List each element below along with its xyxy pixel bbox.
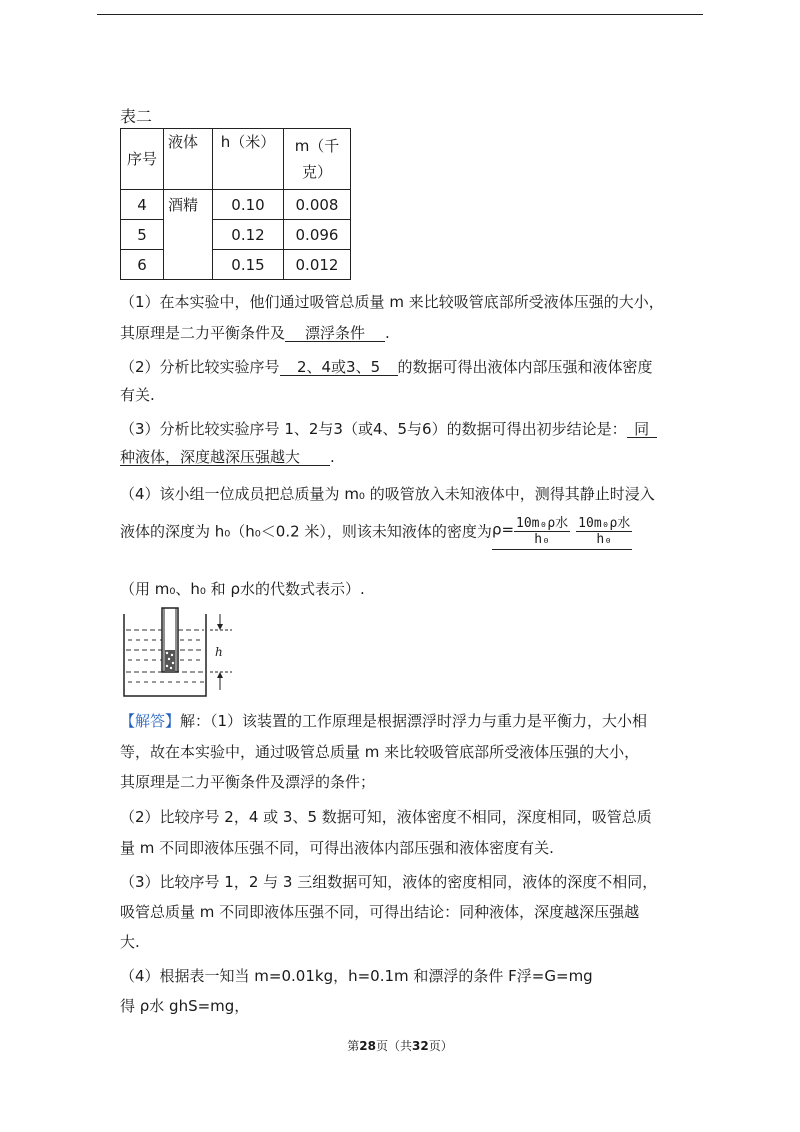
footer-text: 第 bbox=[347, 1039, 360, 1053]
cell-id: 6 bbox=[121, 250, 164, 280]
q1-line2 bbox=[120, 322, 390, 343]
density-fraction bbox=[514, 512, 570, 547]
cell-h: 0.10 bbox=[213, 190, 284, 220]
cell-m: 0.008 bbox=[284, 190, 351, 220]
q4-line2 bbox=[120, 512, 632, 550]
footer-text: 页） bbox=[428, 1039, 453, 1053]
table-row bbox=[121, 220, 351, 250]
page-footer bbox=[0, 1037, 800, 1054]
q1-period: . bbox=[385, 324, 390, 342]
data-table bbox=[120, 128, 351, 280]
solution-p3-line1: （3）比较序号 1，2 与 3 三组数据可知，液体的密度相同，液体的深度不相同， bbox=[120, 873, 658, 891]
fraction-numerator: 10m₀ρ水 bbox=[576, 512, 632, 532]
rho-equals: ρ= bbox=[491, 520, 515, 539]
fraction-denominator: h₀ bbox=[596, 532, 613, 547]
q2-answer: 2、4或3、5 bbox=[280, 359, 398, 376]
table-row bbox=[121, 190, 351, 220]
q4-text: 液体的深度为 h₀（h₀＜0.2 米），则该未知液体的密度为 bbox=[120, 522, 492, 541]
q4-line3: （用 m₀、h₀ 和 ρ水的代数式表示）. bbox=[120, 580, 365, 598]
header-cell-h: h（米） bbox=[213, 129, 284, 190]
q2-line1 bbox=[120, 356, 653, 377]
footer-text: 页（共 bbox=[375, 1039, 412, 1053]
cell-h: 0.15 bbox=[213, 250, 284, 280]
solution-p2-line2: 量 m 不同即液体压强不同，可得出液体内部压强和液体密度有关. bbox=[120, 839, 554, 857]
cell-m: 0.096 bbox=[284, 220, 351, 250]
density-fraction bbox=[576, 512, 632, 547]
solution-p1-line1 bbox=[120, 710, 647, 731]
q3-line1 bbox=[120, 418, 657, 439]
solution-text: 解：（1）该装置的工作原理是根据漂浮时浮力与重力是平衡力，大小相 bbox=[180, 712, 648, 730]
solution-p1-line3: 其原理是二力平衡条件及漂浮的条件； bbox=[120, 773, 376, 791]
header-rule bbox=[97, 14, 703, 15]
header-cell-id: 序号 bbox=[121, 129, 164, 190]
table-header-row bbox=[121, 129, 351, 190]
header-cell-m: m（千克） bbox=[284, 129, 351, 190]
table-caption: 表二 bbox=[120, 107, 153, 126]
q3-line2 bbox=[120, 448, 335, 466]
solution-p3-line3: 大. bbox=[120, 933, 140, 951]
solution-p4-line2: 得 ρ水 ghS=mg， bbox=[120, 997, 250, 1015]
table-row bbox=[121, 250, 351, 280]
q3-answer-start: 同 bbox=[627, 421, 657, 438]
q4-line1: （4）该小组一位成员把总质量为 m₀ 的吸管放入未知液体中，测得其静止时浸入 bbox=[120, 485, 655, 503]
q4-answer bbox=[492, 512, 632, 550]
fraction-numerator: 10m₀ρ水 bbox=[514, 512, 570, 532]
cell-liquid: 酒精 bbox=[164, 190, 213, 280]
cell-h: 0.12 bbox=[213, 220, 284, 250]
q1-text: 其原理是二力平衡条件及 bbox=[120, 324, 286, 342]
cell-id: 4 bbox=[121, 190, 164, 220]
q2-text-post: 的数据可得出液体内部压强和液体密度 bbox=[397, 358, 653, 376]
header-cell-liquid: 液体 bbox=[164, 129, 213, 190]
page-number: 28 bbox=[359, 1039, 376, 1053]
q1-answer: 漂浮条件 bbox=[285, 325, 385, 342]
q3-period: . bbox=[330, 448, 335, 466]
q3-answer: 种液体，深度越深压强越大 bbox=[120, 449, 330, 466]
q3-text: （3）分析比较实验序号 1、2与3（或4、5与6）的数据可得出初步结论是： bbox=[120, 420, 627, 438]
solution-tag: 【解答】 bbox=[120, 712, 181, 730]
solution-p1-line2: 等，故在本实验中，通过吸管总质量 m 来比较吸管底部所受液体压强的大小， bbox=[120, 743, 640, 761]
page-total: 32 bbox=[412, 1039, 429, 1053]
fraction-denominator: h₀ bbox=[534, 532, 550, 547]
q2-text: （2）分析比较实验序号 bbox=[120, 358, 280, 376]
q2-line2: 有关. bbox=[120, 386, 155, 404]
solution-p3-line2: 吸管总质量 m 不同即液体压强不同，可得出结论：同种液体，深度越深压强越 bbox=[120, 903, 640, 921]
cell-m: 0.012 bbox=[284, 250, 351, 280]
straw-in-liquid-figure bbox=[120, 606, 238, 698]
solution-p2-line1: （2）比较序号 2，4 或 3、5 数据可知，液体密度不相同，深度相同，吸管总质 bbox=[120, 808, 652, 826]
depth-label: h bbox=[215, 645, 223, 659]
q1-line1: （1）在本实验中，他们通过吸管总质量 m 来比较吸管底部所受液体压强的大小， bbox=[120, 293, 664, 311]
cell-id: 5 bbox=[121, 220, 164, 250]
solution-p4-line1: （4）根据表一知当 m=0.01kg，h=0.1m 和漂浮的条件 F浮=G=mg bbox=[120, 967, 593, 985]
